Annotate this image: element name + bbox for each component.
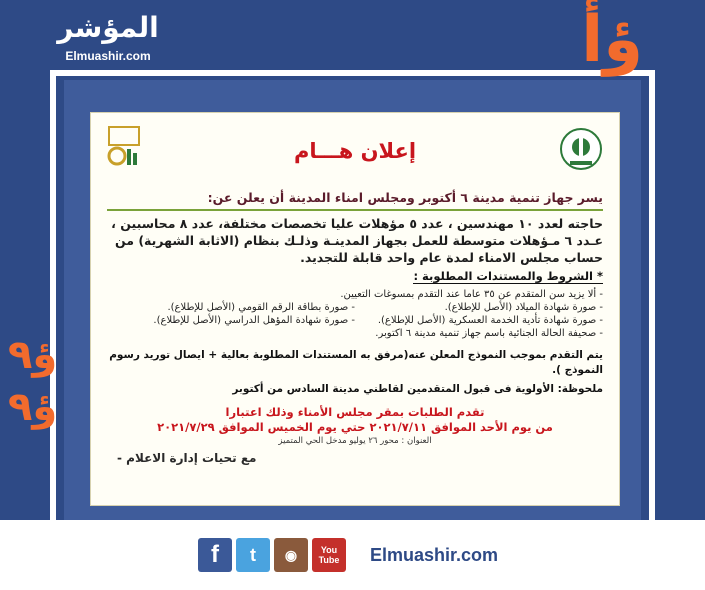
- requirements-title: [107, 268, 603, 284]
- requirements-column-right: [355, 301, 603, 340]
- requirement-item: - صورة شهادة الميلاد (الأصل للإطلاع).: [444, 302, 603, 313]
- priority-note: ملحوظة: الأولوية فى قبول المتقدمين لقاطني مدينة السادس من أكتوبر: [232, 383, 603, 395]
- requirement-item: - صورة شهادة المؤهل الدراسي (الأصل للإطلاع).: [153, 315, 355, 326]
- application-procedure: يتم التقدم بموجب النموذج المعلن عنه(مرفق به المستندات المطلوبة بعالية + ايصال توريد رسوم النموذج ).: [109, 349, 603, 376]
- logo-english: Elmuashir.com: [65, 49, 151, 63]
- twitter-icon[interactable]: t: [236, 538, 270, 572]
- requirements-title-text: * الشروط والمستندات المطلوبة :: [413, 269, 603, 283]
- announcement-body: [107, 189, 603, 465]
- announcement-card: [90, 112, 620, 506]
- youtube-icon[interactable]: You Tube: [312, 538, 346, 572]
- requirement-item: - صحيفة الحالة الجنائية باسم جهاز تنمية مدينة ٦ اكتوبر.: [375, 328, 603, 339]
- requirement-item: - صورة شهادة تأدية الخدمة العسكرية (الأصل للإطلاع).: [377, 315, 603, 326]
- decorative-letters-top: ؤأ: [581, 3, 643, 77]
- apply-line-1: تقدم الطلبات بمقر مجلس الأمناء وذلك اعتبارا: [225, 405, 485, 419]
- bottom-area: [0, 520, 705, 590]
- announcement-intro: يسر جهاز تنمية مدينة ٦ أكتوبر ومجلس امناء المدينة أن يعلن عن:: [107, 189, 603, 211]
- site-logo[interactable]: [38, 8, 178, 70]
- decorative-letters-left-1: ؤ٩: [8, 332, 58, 378]
- requirements-list: [107, 288, 603, 340]
- instagram-icon[interactable]: ◉: [274, 538, 308, 572]
- requirement-item: - صورة بطاقة الرقم القومي (الأصل للإطلاع).: [167, 302, 355, 313]
- media-department-signature: مع تحيات إدارة الاعلام -: [117, 451, 257, 465]
- social-links: [198, 538, 346, 572]
- application-dates: [107, 405, 603, 435]
- site-link[interactable]: Elmuashir.com: [370, 545, 499, 565]
- announcement-main-text: حاجته لعدد ١٠ مهندسين ، عدد ٥ مؤهلات عليا تخصصات مختلفة، عدد ٨ محاسبين ، عـدد ٦ مـؤهلات متوسطة للعمل بجهاز المدينـة وذلـك بنظام (الاثابة الشهرية) من حساب مجلس الامناء لمدة عام واحد قابلة للتجديد.: [111, 216, 603, 265]
- decorative-letters-left-2: ؤ٩: [8, 384, 58, 430]
- facebook-icon[interactable]: f: [198, 538, 232, 572]
- logo-arabic: المؤشر: [57, 11, 159, 44]
- requirements-column-left: [107, 301, 355, 340]
- announcement-heading: إعلان هـــام: [293, 139, 417, 163]
- apply-line-2: من يوم الأحد الموافق ٢٠٢١/٧/١١ حتي يوم الخميس الموافق ٢٠٢١/٧/٢٩: [157, 420, 553, 434]
- address-line: العنوان : محور ٢٦ يوليو مدخل الحي المتميز: [278, 436, 432, 446]
- requirement-age: - ألا يزيد سن المتقدم عن ٣٥ عاما عند التقدم بمسوغات التعيين.: [340, 289, 603, 300]
